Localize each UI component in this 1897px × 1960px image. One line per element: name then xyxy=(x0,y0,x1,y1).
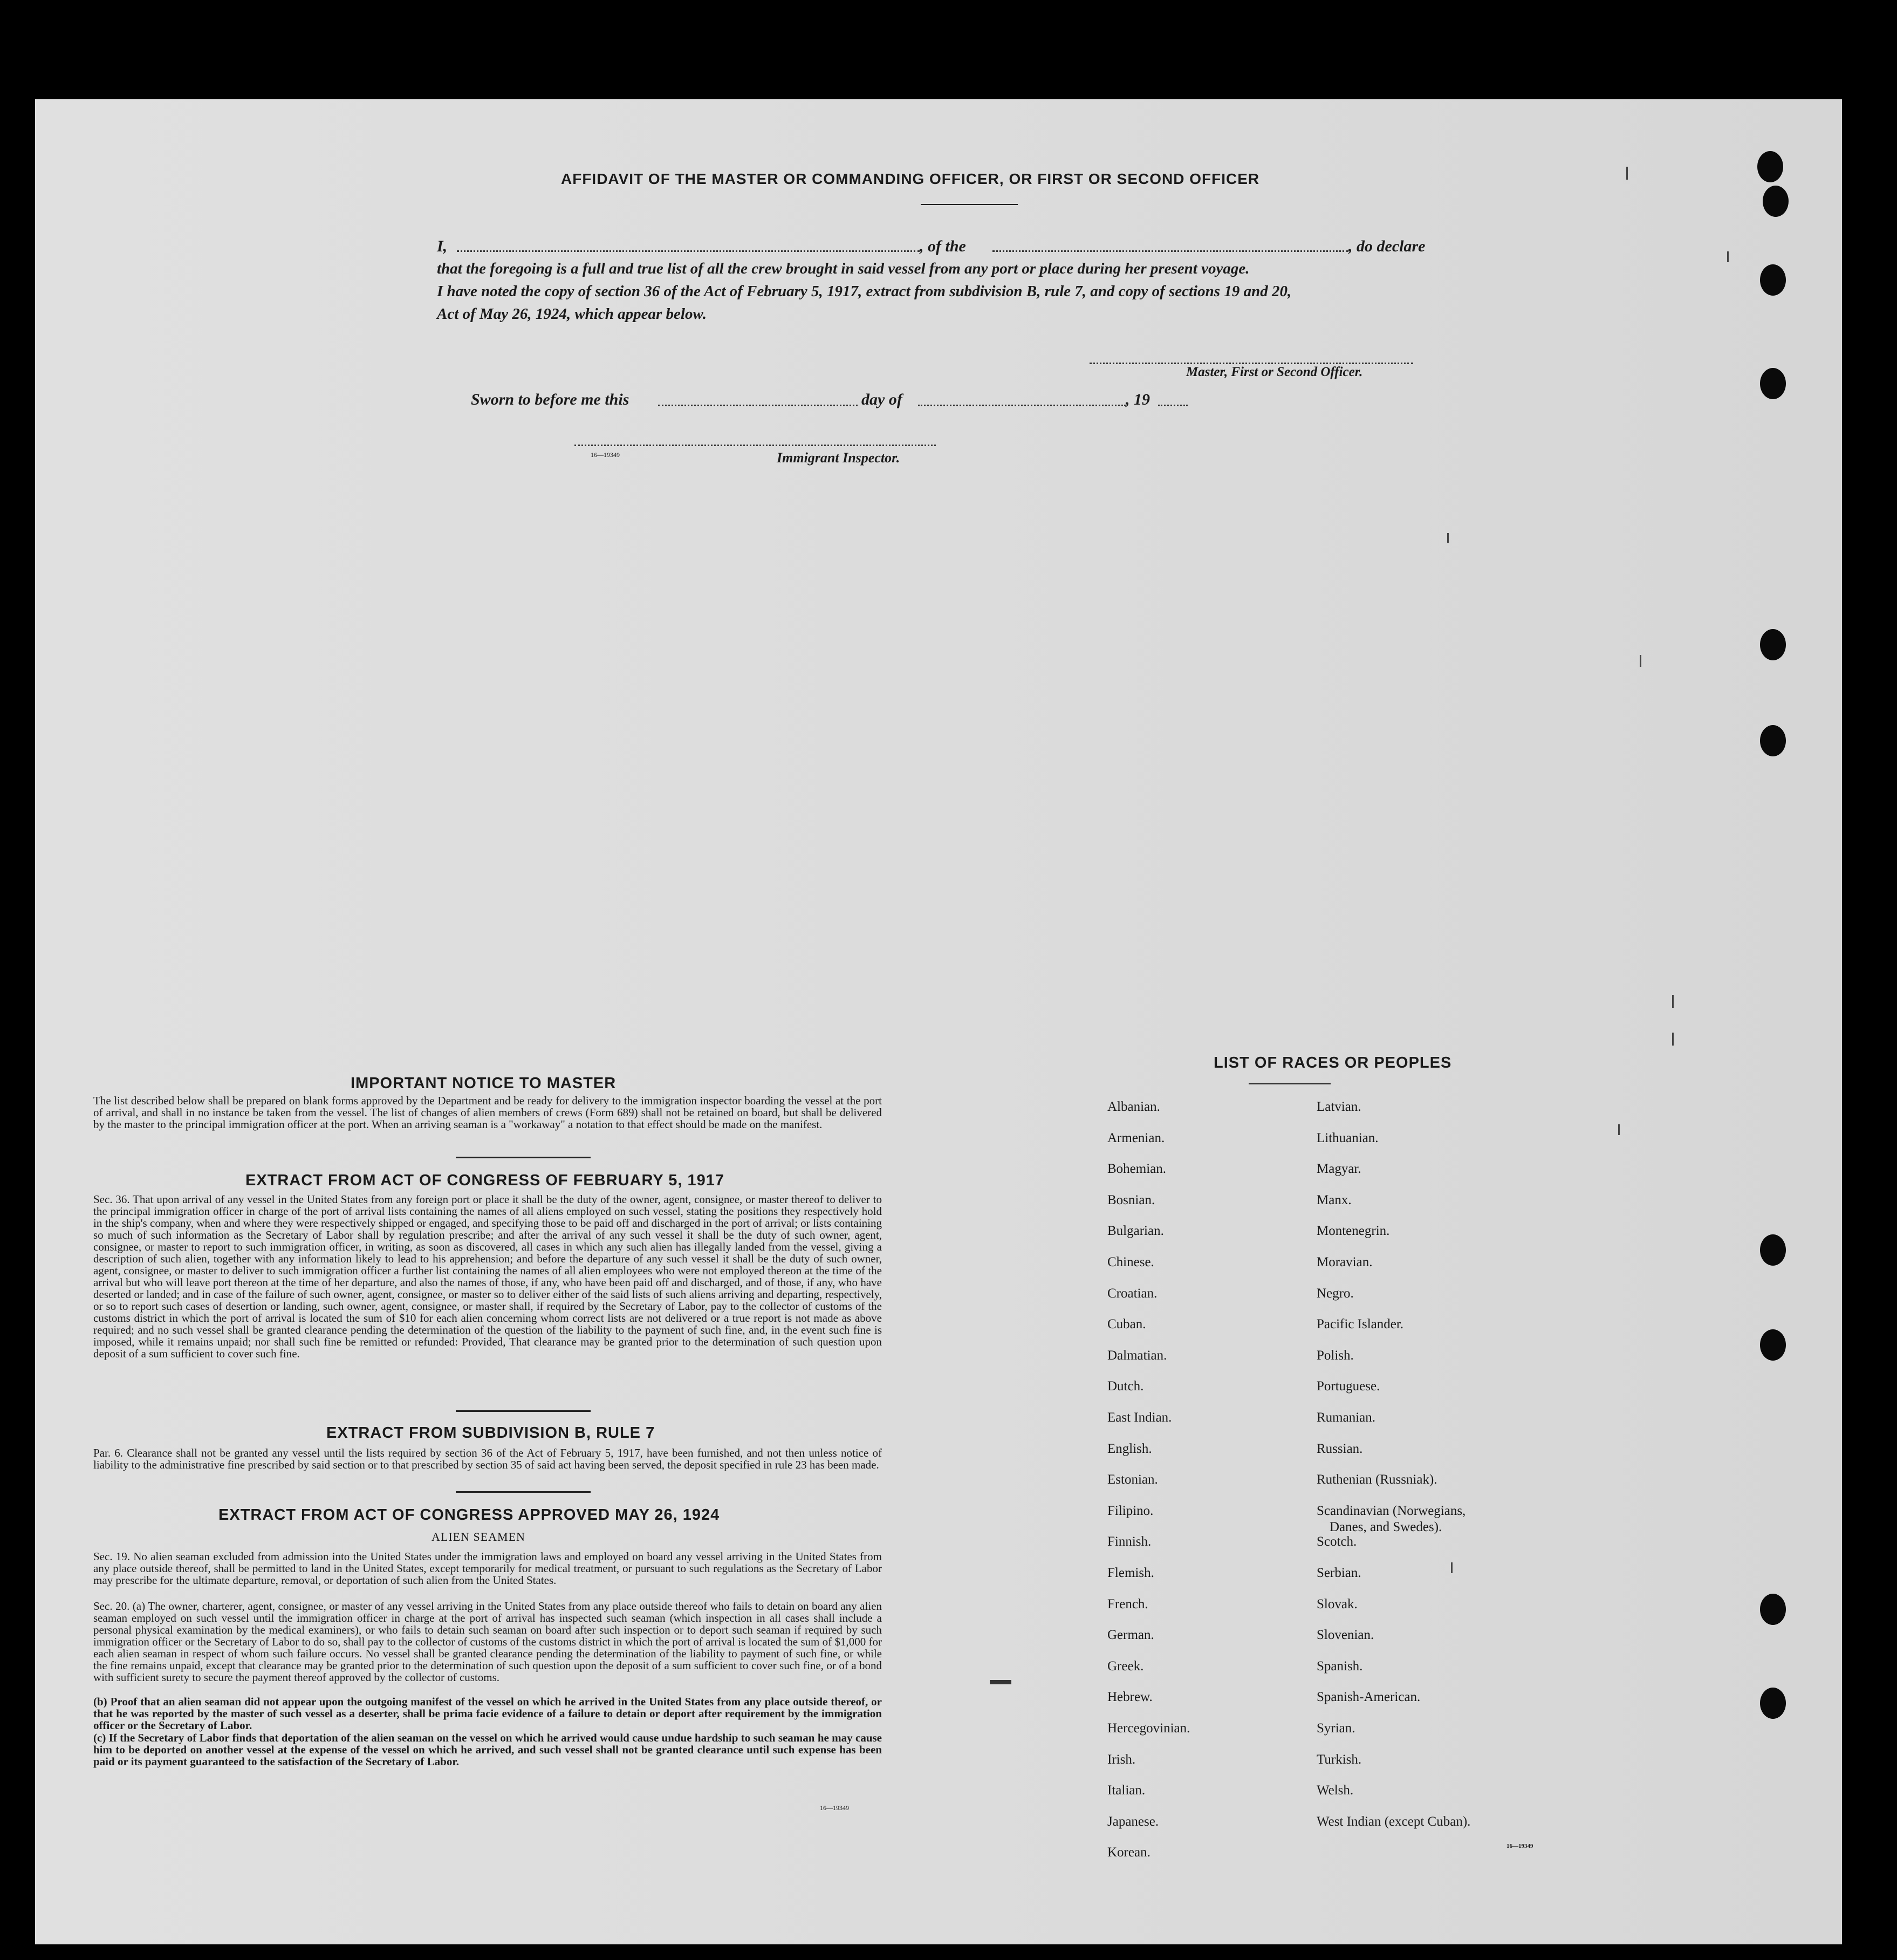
race-item: Filipino. xyxy=(1107,1503,1154,1518)
scan-mark xyxy=(1447,533,1449,543)
race-item: Montenegrin. xyxy=(1317,1224,1390,1239)
race-item: Serbian. xyxy=(1317,1566,1361,1580)
divider-2 xyxy=(456,1410,591,1412)
race-item: Albanian. xyxy=(1107,1099,1160,1114)
race-item: Lithuanian. xyxy=(1317,1130,1379,1145)
race-item: Cuban. xyxy=(1107,1317,1146,1332)
punch-hole xyxy=(1760,629,1786,660)
scan-mark xyxy=(1672,995,1674,1008)
extract-1917-body: Sec. 36. That upon arrival of any vessel in the United States from any foreign port or place it shall be the duty of the owner, agent, consignee, or master thereof to deliver to the principal immigration officer in charge of the port of arrival lists containing the names of all aliens employed on such vessel, stating the positions they respectively hold in the ship's company, when and where they were respectively shipped or engaged, and specifying those to be paid off and discharged in the port of arrival; or lists containing so much of such information as the Secretary of Labor shall by regulation prescribe; and after the arrival of any such vessel it shall be the duty of such owner, agent, consignee, or master to report to such immigration officer, in writing, as soon as discovered, all cases in which any such alien has illegally landed from the vessel, giving a description of such alien, together with any information likely to lead to his apprehension; and before the departure of any such vessel it shall be the duty of such owner, agent, consignee, or master to deliver to such immigration officer a further list containing the names of all alien employees who were not employed thereon at the time of the arrival but who will leave port thereon at the time of her departure, and also the names of those, if any, who have been paid off and discharged, and of those, if any, who have deserted or landed; and in case of the failure of such owner, agent, consignee, or master so to deliver either of the said lists of such aliens arriving and departing, respectively, or so to report such cases of desertion or landing, such owner, agent, consignee, or master shall, if required by the Secretary of Labor, pay to the collector of customs of the customs district in which the port of arrival is located the sum of $10 for each alien concerning whom correct lists are not delivered or a true report is not made as above required; and no such vessel shall be granted clearance pending the determination of the question of the liability to the payment of such fine, and, in the event such fine is imposed, while it remains unpaid; nor shall such fine be remitted or refunded: Provided, That clearance may be granted prior to the determination of such question upon deposit of a sum sufficient to cover such fine. xyxy=(93,1193,882,1360)
sworn-prefix: Sworn to before me this xyxy=(471,391,629,408)
race-item: Bohemian. xyxy=(1107,1162,1167,1177)
race-item: Italian. xyxy=(1107,1783,1146,1798)
race-item: Scotch. xyxy=(1317,1534,1357,1549)
extract-1924-sec20a: Sec. 20. (a) The owner, charterer, agent, consignee, or master of any vessel arriving in the United States from any place outside thereof who fails to detain on board any alien seaman employed on such vessel until the immigration officer in charge at the port of arrival has inspected such seaman (which inspection in all cases shall include a personal physical examination by the medical examiners), or who fails to detain such seaman on board after such inspection or to deport such seaman if required by such immigration officer or the Secretary of Labor to do so, shall pay to the collector of customs of the customs district in which the port of arrival is located the sum of $1,000 for each alien seaman in respect of whom such failure occurs. No vessel shall be granted clearance pending the determination of the liability to payment of such fine, or while the fine remains unpaid, except that clearance may be granted prior to the determination of such question upon the deposit of a sum sufficient to cover such fine, or of a bond with sufficient surety to secure the payment thereof approved by the collector of customs. xyxy=(93,1600,882,1684)
divider-1 xyxy=(456,1157,591,1158)
race-item: Greek. xyxy=(1107,1658,1144,1674)
scan-mark xyxy=(1640,655,1641,667)
signature-label: Master, First or Second Officer. xyxy=(1186,365,1363,379)
extract-1924-sec20c: (c) If the Secretary of Labor finds that deportation of the alien seaman on the vessel on which he arrived would cause undue hardship to such seaman he may cause him to be deported on another vessel at the expense of the vessel on which he arrived, and such vessel shall not be granted clearance until such expense has been paid or its payment guaranteed to the satisfaction of the Secretary of Labor. xyxy=(93,1731,882,1768)
notice-title: IMPORTANT NOTICE TO MASTER xyxy=(351,1075,617,1092)
notice-body: The list described below shall be prepared on blank forms approved by the Department and be ready for delivery to the immigration inspector boarding the vessel at the port of arrival, and shall in no instance be taken from the vessel. The list of changes of alien members of crews (Form 689) shall not be retained on board, but shall be delivered by the master to the principal immigration officer at the port. When an arriving seaman is a "workaway" a notation to that effect should be made on the manifest. xyxy=(93,1094,882,1131)
race-item: Flemish. xyxy=(1107,1566,1154,1580)
race-item: Welsh. xyxy=(1317,1783,1354,1798)
sworn-day-blank[interactable] xyxy=(658,405,858,406)
race-item: West Indian (except Cuban). xyxy=(1317,1814,1471,1829)
affidavit-line-3: I have noted the copy of section 36 of the Act of February 5, 1917, extract from subdivision B, rule 7, and copy of sections 19 and 20, xyxy=(437,283,1292,300)
affidavit-do-declare: , do declare xyxy=(1348,237,1426,255)
race-item: Slovenian. xyxy=(1317,1628,1374,1643)
extract-form-number: 16—19349 xyxy=(820,1804,849,1812)
punch-hole xyxy=(1760,368,1786,399)
race-item: Slovak. xyxy=(1317,1596,1358,1611)
race-item: Chinese. xyxy=(1107,1255,1154,1269)
scan-mark xyxy=(1618,1124,1620,1135)
race-item: Spanish. xyxy=(1317,1658,1363,1674)
race-item: Rumanian. xyxy=(1317,1410,1376,1425)
race-item: East Indian. xyxy=(1107,1410,1172,1425)
inspector-signature-blank[interactable] xyxy=(574,445,936,446)
title-underline xyxy=(921,204,1018,205)
signature-blank[interactable] xyxy=(1090,363,1413,364)
punch-hole xyxy=(1760,1594,1786,1625)
race-item: Armenian. xyxy=(1107,1130,1165,1145)
affidavit-i: I, xyxy=(437,237,448,255)
races-form-number: 16—19349 xyxy=(1506,1843,1533,1849)
race-item: German. xyxy=(1107,1628,1154,1643)
sworn-year: , 19 xyxy=(1126,391,1150,408)
race-item: French. xyxy=(1107,1596,1148,1611)
divider-3 xyxy=(456,1491,591,1493)
race-item: Latvian. xyxy=(1317,1099,1361,1114)
race-item: English. xyxy=(1107,1441,1152,1456)
race-item: Hebrew. xyxy=(1107,1690,1153,1705)
sworn-year-blank[interactable] xyxy=(1158,405,1188,406)
punch-hole xyxy=(1760,1329,1786,1361)
race-item: Moravian. xyxy=(1317,1255,1373,1269)
race-item: Magyar. xyxy=(1317,1162,1361,1177)
punch-hole xyxy=(1760,1234,1786,1266)
affidavit-form-number: 16—19349 xyxy=(591,451,620,459)
race-item: Danes, and Swedes). xyxy=(1330,1519,1442,1534)
punch-hole xyxy=(1760,1688,1786,1719)
race-item: Dalmatian. xyxy=(1107,1348,1167,1363)
race-item: Scandinavian (Norwegians, xyxy=(1317,1503,1466,1518)
races-underline xyxy=(1249,1083,1331,1084)
race-item: Turkish. xyxy=(1317,1752,1362,1767)
race-item: Finnish. xyxy=(1107,1534,1152,1549)
sworn-month-blank[interactable] xyxy=(918,405,1126,406)
vessel-blank[interactable] xyxy=(992,250,1348,252)
race-item: Japanese. xyxy=(1107,1814,1159,1829)
rule7-body: Par. 6. Clearance shall not be granted any vessel until the lists required by section 36 of the Act of February 5, 1917, have been furnished, and not then unless notice of liability to the administrative fine prescribed by said section or to that prescribed by section 35 of said act having been served, the deposit specified in rule 23 has been made. xyxy=(93,1446,882,1471)
race-item: Hercegovinian. xyxy=(1107,1721,1190,1736)
inspector-label: Immigrant Inspector. xyxy=(777,450,900,466)
race-item: Russian. xyxy=(1317,1441,1363,1456)
race-item: Pacific Islander. xyxy=(1317,1317,1404,1332)
punch-hole xyxy=(1760,725,1786,756)
rule7-title: EXTRACT FROM SUBDIVISION B, RULE 7 xyxy=(326,1424,655,1442)
race-item: Polish. xyxy=(1317,1348,1354,1363)
extract-1924-title: EXTRACT FROM ACT OF CONGRESS APPROVED MAY 26, 1924 xyxy=(218,1506,720,1524)
race-item: Negro. xyxy=(1317,1286,1354,1301)
name-blank[interactable] xyxy=(457,250,920,252)
sworn-day-of: day of xyxy=(861,391,902,408)
affidavit-line-2: that the foregoing is a full and true list of all the crew brought in said vessel from any port or place during her present voyage. xyxy=(437,260,1250,277)
extract-1917-title: EXTRACT FROM ACT OF CONGRESS OF FEBRUARY 5, 1917 xyxy=(245,1172,725,1189)
scan-mark xyxy=(1727,251,1729,262)
race-item: Ruthenian (Russniak). xyxy=(1317,1472,1437,1487)
extract-1924-sec19: Sec. 19. No alien seaman excluded from admission into the United States under the immigration laws and employed on board any vessel arriving in the United States from any place outside thereof, shall be permitted to land in the United States, except temporarily for medical treatment, or pursuant to such regulations as the Secretary of Labor may prescribe for the ultimate departure, removal, or deportation of such alien from the United States. xyxy=(93,1550,882,1587)
affidavit-of-the: , of the xyxy=(920,237,966,255)
extract-1924-sec20b: (b) Proof that an alien seaman did not appear upon the outgoing manifest of the vessel on which he arrived in the United States from any place outside thereof, or that he was reported by the master of such vessel as a deserter, shall be prima facie evidence of a failure to detain or deport after requirement by the immigration officer or the Secretary of Labor. xyxy=(93,1695,882,1732)
scan-smudge xyxy=(990,1680,1011,1684)
scan-mark xyxy=(1451,1562,1453,1573)
race-item: Dutch. xyxy=(1107,1379,1144,1394)
race-item: Syrian. xyxy=(1317,1721,1355,1736)
races-title: LIST OF RACES OR PEOPLES xyxy=(1214,1054,1452,1071)
race-item: Manx. xyxy=(1317,1192,1352,1207)
race-item: Irish. xyxy=(1107,1752,1136,1767)
scan-mark xyxy=(1672,1033,1674,1046)
punch-hole xyxy=(1757,151,1783,182)
race-item: Spanish-American. xyxy=(1317,1690,1421,1705)
affidavit-line-4: Act of May 26, 1924, which appear below. xyxy=(437,305,707,323)
scan-mark xyxy=(1626,167,1628,180)
race-item: Croatian. xyxy=(1107,1286,1158,1301)
race-item: Portuguese. xyxy=(1317,1379,1380,1394)
form-page xyxy=(35,99,1842,1944)
punch-hole xyxy=(1763,186,1789,217)
punch-hole xyxy=(1760,264,1786,296)
affidavit-title: AFFIDAVIT OF THE MASTER OR COMMANDING OFFICER, OR FIRST OR SECOND OFFICER xyxy=(561,170,1260,187)
race-item: Estonian. xyxy=(1107,1472,1158,1487)
race-item: Bosnian. xyxy=(1107,1192,1155,1207)
alien-seamen-subtitle: ALIEN SEAMEN xyxy=(432,1530,525,1544)
race-item: Bulgarian. xyxy=(1107,1224,1164,1239)
race-item: Korean. xyxy=(1107,1845,1150,1860)
